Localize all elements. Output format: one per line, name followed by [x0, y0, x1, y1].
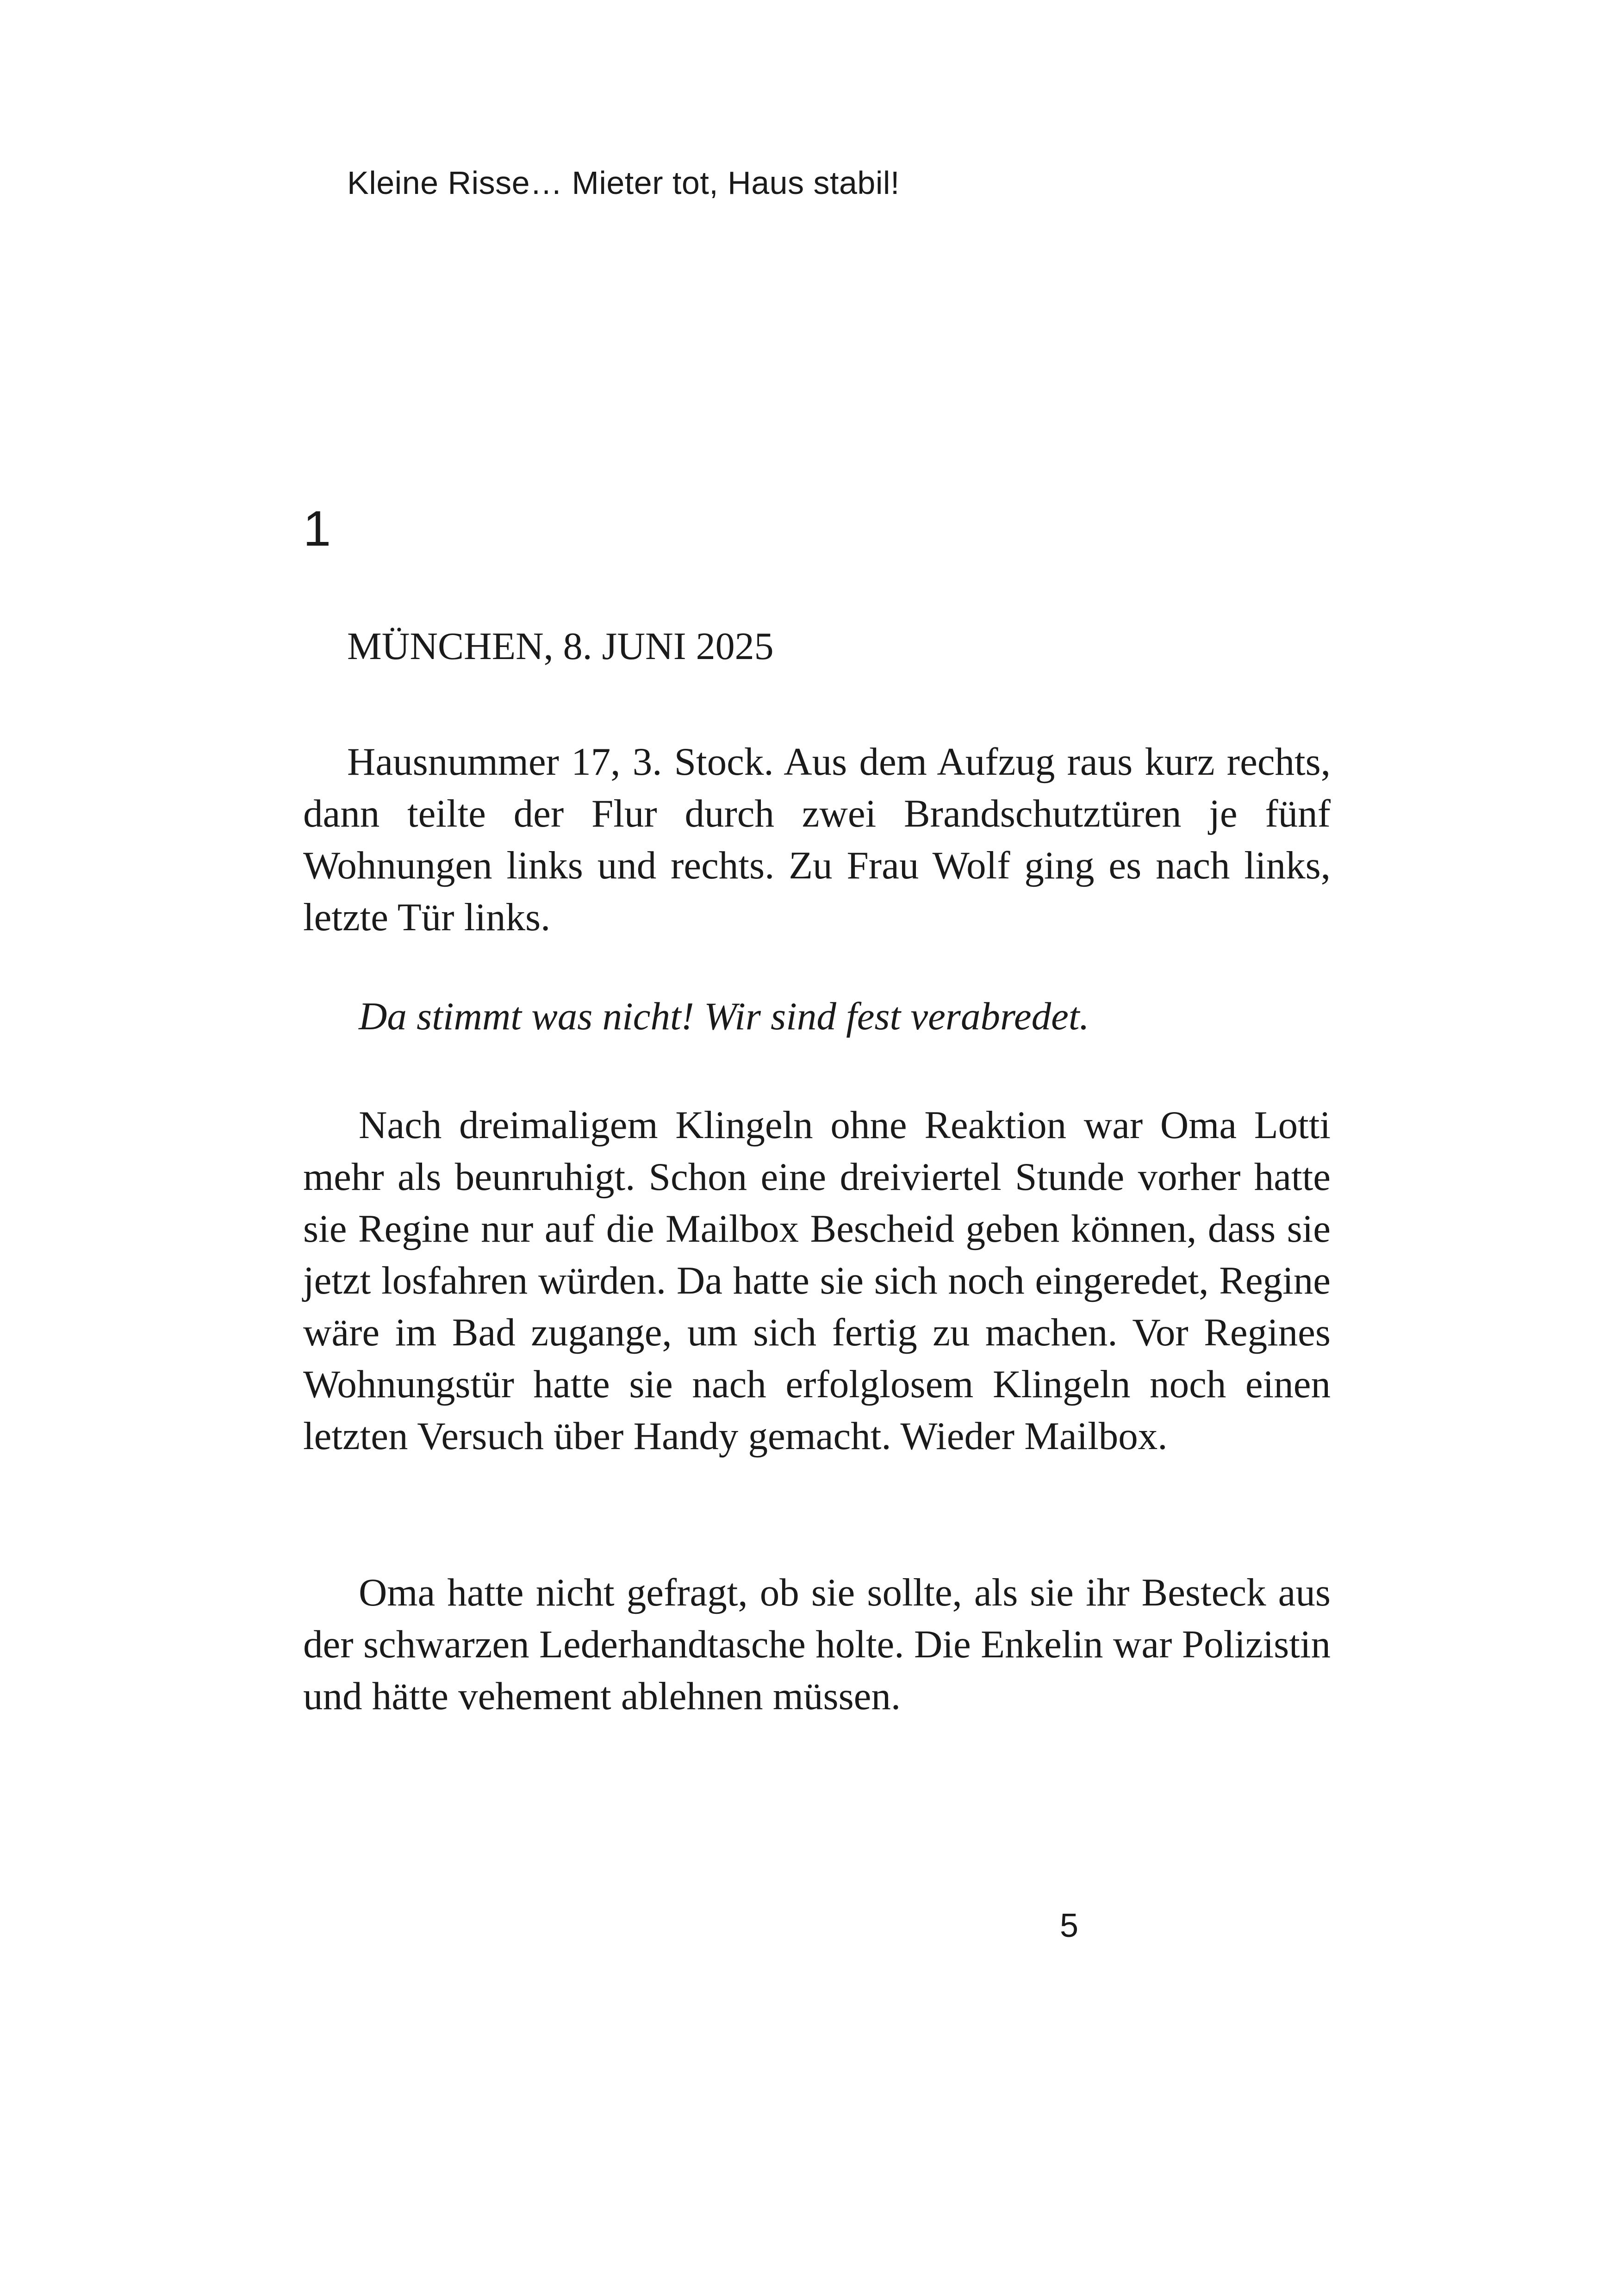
paragraph-3: Nach dreimaligem Klingeln ohne Reaktion war Oma Lotti mehr als beunruhigt. Schon eine dreiviertel Stunde vorher hatte sie Regine nur auf die Mailbox Bescheid geben können, dass sie jetzt losfahren würden. Da hatte sie sich noch eingeredet, Regine wäre im Bad zugange, um sich fertig zu machen. Vor Regines Wohnungstür hatte sie nach erfolglosem Klingeln noch einen letzten Versuch über Handy gemacht. Wieder Mailbox. [303, 1103, 1331, 1458]
paragraph-1: Hausnummer 17, 3. Stock. Aus dem Aufzug raus kurz rechts, dann teilte der Flur durch zwei Brandschutztüren je fünf Wohnungen links und rechts. Zu Frau Wolf ging es nach links, letzte Tür links. [303, 740, 1331, 939]
paragraph-thought-italic: Da stimmt was nicht! Wir sind fest verabredet. [359, 995, 1089, 1038]
page-number: 5 [1060, 1907, 1079, 1944]
running-header-title: Kleine Risse… Mieter tot, Haus stabil! [347, 165, 900, 201]
paragraph-4: Oma hatte nicht gefragt, ob sie sollte, als sie ihr Besteck aus der schwarzen Lederhandtasche holte. Die Enkelin war Polizistin und hätte vehement ablehnen müssen. [303, 1571, 1331, 1718]
chapter-number: 1 [303, 500, 331, 556]
chapter-dateline: MÜNCHEN, 8. JUNI 2025 [347, 625, 774, 668]
